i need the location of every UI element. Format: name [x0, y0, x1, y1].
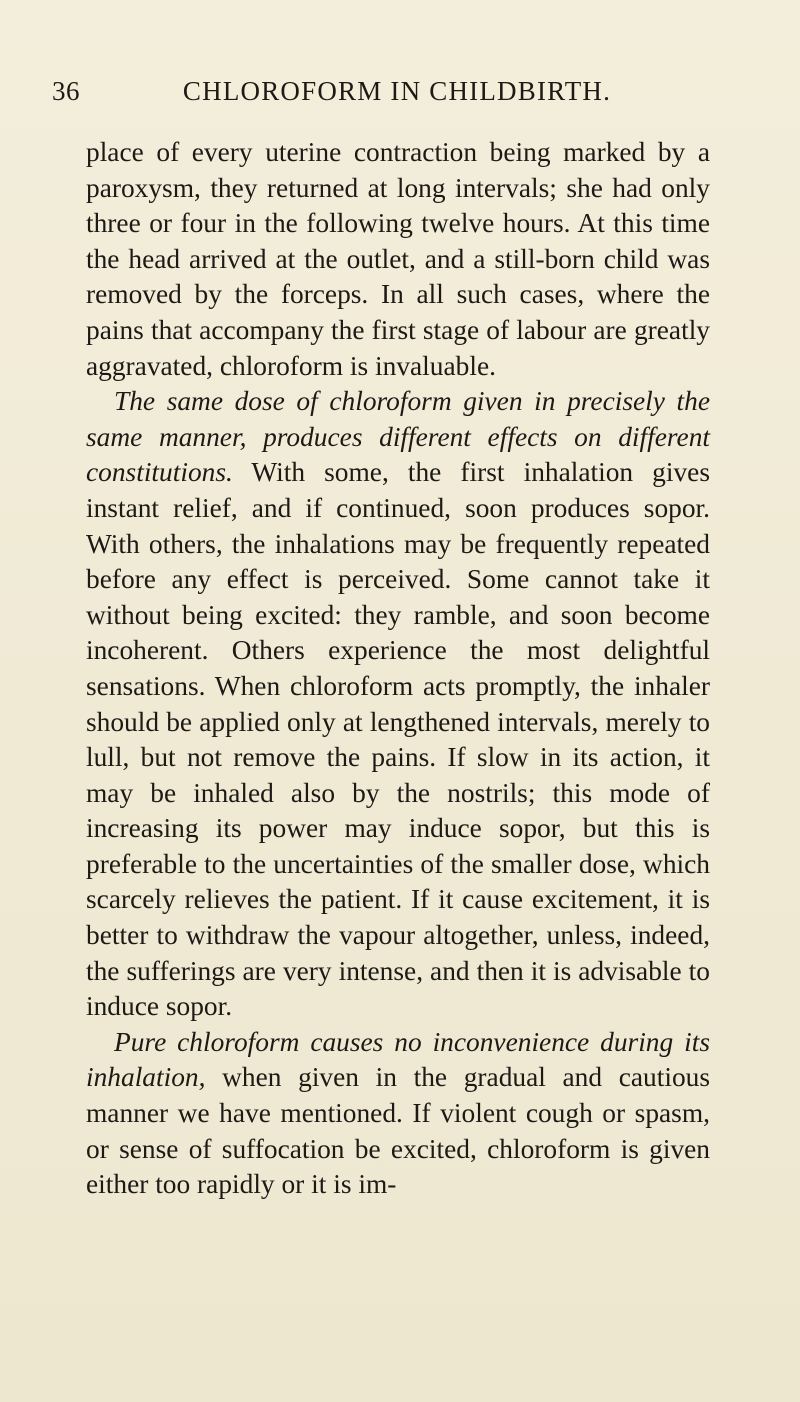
page-number: 36	[52, 76, 80, 106]
paragraph-3	[86, 1025, 710, 1203]
body-text	[86, 135, 710, 1203]
paragraph-2	[86, 384, 710, 1025]
paragraph-2-italic-lead: The same dose of chloroform given in precisely the same manner, produces different effects on different constitutions.	[86, 386, 710, 488]
paragraph-3-text: when given in the gradual and cautious manner we have mentioned. If violent cough or spasm, or sense of suffocation be excited, chloroform is given either too rapidly or it is im-	[86, 1062, 710, 1200]
paragraph-3-italic-lead: Pure chloroform causes no inconvenience during its inhalation,	[86, 1026, 710, 1093]
page-header	[52, 76, 702, 116]
paragraph-2-text: With some, the first inhalation gives instant relief, and if continued, soon produces sopor. With others, the inhalations may be frequently repeated before any effect is perceived. Some cannot take it without being excited: they ramble, and soon become incoherent. Others experience the most delightful sensations. When chloroform acts promptly, the inhaler should be applied only at lengthened intervals, merely to lull, but not remove the pains. If slow in its action, it may be inhaled also by the nostrils; this mode of increasing its power may induce sopor, but this is preferable to the uncertainties of the smaller dose, which scarcely relieves the patient. If it cause excitement, it is better to withdraw the vapour altogether, unless, indeed, the sufferings are very intense, and then it is advisable to induce sopor.	[86, 457, 710, 1022]
paragraph-1	[86, 135, 710, 384]
running-title: CHLOROFORM IN CHILDBIRTH.	[182, 76, 612, 106]
paragraph-1-text: place of every uterine contraction being marked by a paroxysm, they returned at long intervals; she had only three or four in the following twelve hours. At this time the head arrived at the outlet, and a still-born child was removed by the forceps. In all such cases, where the pains that accompany the first stage of labour are greatly aggravated, chloroform is invaluable.	[86, 137, 710, 381]
